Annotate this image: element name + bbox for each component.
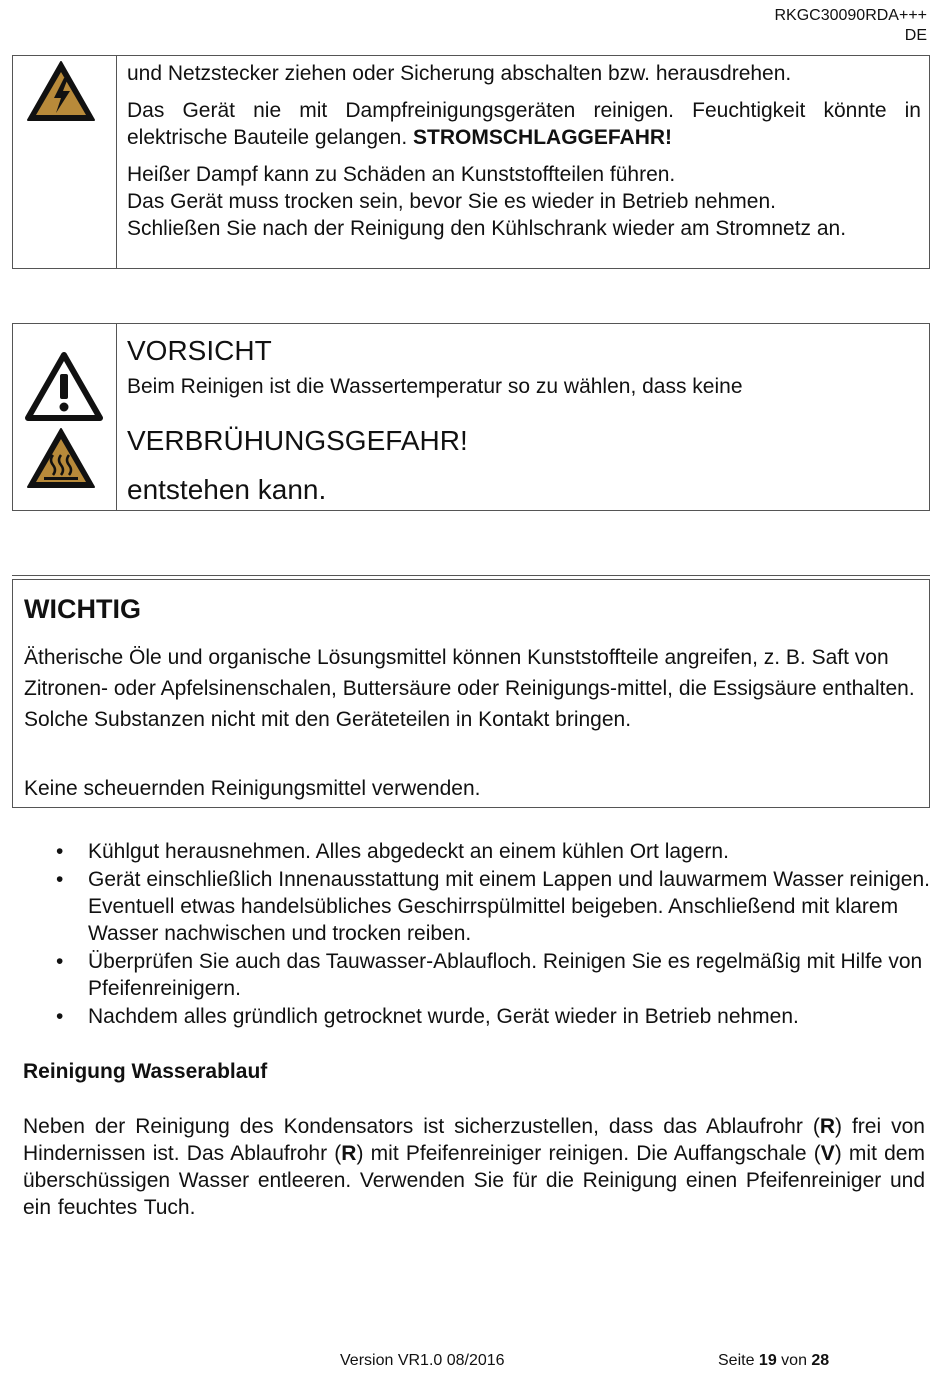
warning-icon [25, 352, 103, 422]
list-item-text: Gerät einschließlich Innenausstattung mit einem Lappen und lauwarmem Wasser reinigen. Eventuell etwas handelsübliches Geschirrspülmittel beigeben. Anschließend mit klarem Wasser nachwischen und trocken reiben. [88, 868, 930, 945]
para-part: ) frei von Hindernissen ist. Das Ablaufrohr ( [23, 1115, 925, 1165]
footer-version: Version VR1.0 08/2016 [340, 1352, 505, 1369]
list-item [52, 838, 932, 865]
box1-text [127, 60, 921, 242]
list-item [52, 948, 932, 1002]
box1-p2-text: Das Gerät nie mit Dampfreinigungsgeräten reinigen. Feuchtigkeit könnte in elektrische Bauteile gelangen. [127, 99, 921, 149]
caution-text-end: entstehen kann. [127, 474, 327, 505]
footer-page [718, 1352, 829, 1370]
electric-warning-box [12, 55, 930, 269]
important-p2: Keine scheuernden Reinigungsmittel verwenden. [24, 777, 481, 800]
page-prefix: Seite [718, 1352, 759, 1369]
bullet-icon: • [56, 1005, 64, 1028]
para-bold: R [341, 1142, 357, 1165]
para-part: Neben der Reinigung des Kondensators ist sicherzustellen, dass das Ablaufrohr ( [23, 1115, 820, 1138]
caution-title: VORSICHT [127, 335, 272, 366]
box1-p3: Heißer Dampf kann zu Schäden an Kunststoffteilen führen. [127, 163, 676, 186]
electric-hazard-icon [26, 60, 96, 122]
page-header [774, 6, 927, 46]
icon-column [13, 324, 117, 510]
box1-p2 [127, 97, 921, 151]
list-item-text: Überprüfen Sie auch das Tauwasser-Ablaufloch. Reinigen Sie es regelmäßig mit Hilfe von Pfeifenreinigern. [88, 950, 923, 1000]
para-part: ) mit dem überschüssigen Wasser entleeren. Verwenden Sie für die Reinigung einen Pfeifenreiniger und ein feuchtes Tuch. [23, 1142, 925, 1219]
para-bold: V [820, 1142, 835, 1165]
box1-p4: Das Gerät muss trocken sein, bevor Sie es wieder in Betrieb nehmen. [127, 190, 776, 213]
important-box [12, 579, 930, 808]
language-code: DE [904, 27, 927, 44]
important-title: WICHTIG [24, 594, 141, 624]
section-heading: Reinigung Wasserablauf [23, 1060, 268, 1083]
model-number: RKGC30090RDA+++ [774, 7, 927, 24]
bullet-icon: • [56, 840, 64, 863]
page-total: 28 [811, 1352, 830, 1369]
section-paragraph [23, 1113, 925, 1221]
box1-p5: Schließen Sie nach der Reinigung den Kühlschrank wieder am Stromnetz an. [127, 217, 847, 240]
box1-p1: und Netzstecker ziehen oder Sicherung abschalten bzw. herausdrehen. [127, 62, 792, 85]
bullet-icon: • [56, 950, 64, 973]
scald-warning: VERBRÜHUNGSGEFAHR! [127, 425, 468, 456]
para-bold: R [819, 1115, 835, 1138]
list-item [52, 866, 932, 947]
caution-text: Beim Reinigen ist die Wassertemperatur so zu wählen, dass keine [127, 375, 743, 398]
icon-column [13, 56, 117, 268]
page-number: 19 [758, 1352, 777, 1369]
para-part: ) mit Pfeifenreiniger reinigen. Die Auffangschale ( [356, 1142, 821, 1165]
page-mid: von [776, 1352, 812, 1369]
bullet-icon: • [56, 868, 64, 891]
cleaning-steps-list [52, 838, 932, 1031]
divider [12, 575, 930, 576]
list-item-text: Nachdem alles gründlich getrocknet wurde, Gerät wieder in Betrieb nehmen. [88, 1005, 799, 1028]
box1-p2-bold: STROMSCHLAGGEFAHR! [413, 126, 673, 149]
list-item-text: Kühlgut herausnehmen. Alles abgedeckt an einem kühlen Ort lagern. [88, 840, 729, 863]
important-p1: Ätherische Öle und organische Lösungsmittel können Kunststoffteile angreifen, z. B. Saft von Zitronen- oder Apfelsinenschalen, Buttersäure oder Reinigungs-mittel, die Essigsäure enthalten. Solche Substanzen nicht mit den Geräteteilen in Kontakt bringen. [24, 646, 915, 731]
caution-box [12, 323, 930, 511]
list-item [52, 1003, 932, 1030]
hot-surface-icon [26, 427, 96, 489]
